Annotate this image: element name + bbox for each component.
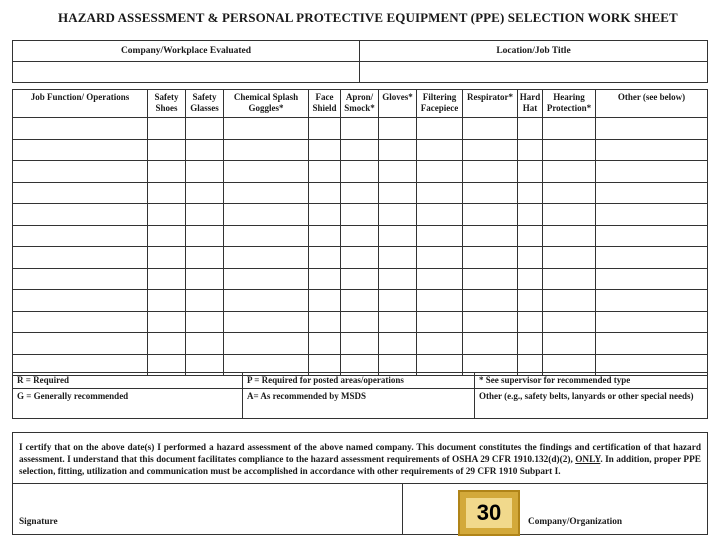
table-cell[interactable]: [309, 204, 341, 226]
table-cell[interactable]: [186, 247, 224, 269]
table-cell[interactable]: [596, 182, 708, 204]
legend-msds: A= As recommended by MSDS: [243, 389, 475, 419]
table-cell[interactable]: [463, 311, 518, 333]
table-cell[interactable]: [463, 139, 518, 161]
table-cell[interactable]: [148, 139, 186, 161]
table-cell[interactable]: [543, 311, 596, 333]
signature-field[interactable]: [13, 484, 403, 535]
table-cell[interactable]: [543, 290, 596, 312]
table-cell[interactable]: [13, 268, 148, 290]
table-cell[interactable]: [463, 161, 518, 183]
table-cell[interactable]: [543, 182, 596, 204]
table-cell[interactable]: [417, 247, 463, 269]
ppe-selection-table: [12, 89, 708, 376]
table-cell[interactable]: [596, 268, 708, 290]
table-cell[interactable]: [13, 247, 148, 269]
table-cell[interactable]: [463, 204, 518, 226]
table-cell[interactable]: [186, 225, 224, 247]
table-cell[interactable]: [379, 161, 417, 183]
table-cell[interactable]: [309, 139, 341, 161]
column-header: Safety Glasses: [186, 90, 224, 118]
location-value-field[interactable]: [360, 62, 708, 83]
table-cell[interactable]: [463, 225, 518, 247]
table-cell[interactable]: [543, 139, 596, 161]
table-cell[interactable]: [417, 204, 463, 226]
table-cell[interactable]: [13, 182, 148, 204]
company-location-header: [12, 40, 708, 83]
table-cell[interactable]: [543, 268, 596, 290]
table-cell[interactable]: [341, 139, 379, 161]
table-cell[interactable]: [309, 118, 341, 140]
table-cell[interactable]: [13, 161, 148, 183]
column-header: Hard Hat: [518, 90, 543, 118]
table-cell[interactable]: [186, 311, 224, 333]
table-cell[interactable]: [379, 118, 417, 140]
certification-text-part2: . In addition, proper PPE selection, fitting, utilization and communication must be accomplished in accordance with other requirements of 29 CFR 1910 Subpart I.: [19, 455, 701, 477]
table-cell[interactable]: [417, 311, 463, 333]
table-cell[interactable]: [186, 161, 224, 183]
table-cell[interactable]: [341, 204, 379, 226]
table-cell[interactable]: [543, 333, 596, 355]
table-cell[interactable]: [186, 268, 224, 290]
table-cell[interactable]: [543, 204, 596, 226]
table-cell[interactable]: [13, 311, 148, 333]
table-row: [13, 118, 708, 140]
table-cell[interactable]: [341, 268, 379, 290]
table-cell[interactable]: [148, 225, 186, 247]
table-cell[interactable]: [417, 182, 463, 204]
table-cell[interactable]: [13, 225, 148, 247]
table-cell[interactable]: [13, 290, 148, 312]
table-cell[interactable]: [518, 247, 543, 269]
table-cell[interactable]: [543, 161, 596, 183]
legend-other: Other (e.g., safety belts, lanyards or other special needs): [475, 389, 708, 419]
table-cell[interactable]: [379, 204, 417, 226]
table-cell[interactable]: [379, 225, 417, 247]
table-cell[interactable]: [596, 225, 708, 247]
table-cell[interactable]: [309, 182, 341, 204]
table-cell[interactable]: [596, 118, 708, 140]
table-cell[interactable]: [596, 290, 708, 312]
table-cell[interactable]: [224, 204, 309, 226]
table-row: [13, 247, 708, 269]
table-cell[interactable]: [463, 247, 518, 269]
table-cell[interactable]: [518, 161, 543, 183]
table-cell[interactable]: [309, 311, 341, 333]
table-cell[interactable]: [596, 333, 708, 355]
table-cell[interactable]: [309, 247, 341, 269]
table-row: [13, 268, 708, 290]
table-cell[interactable]: [224, 311, 309, 333]
table-cell[interactable]: [224, 161, 309, 183]
table-header-row: [13, 90, 708, 118]
column-header: Job Function/ Operations: [13, 90, 148, 118]
table-cell[interactable]: [224, 333, 309, 355]
table-cell[interactable]: [518, 333, 543, 355]
table-row: [13, 225, 708, 247]
table-cell[interactable]: [13, 118, 148, 140]
column-header: Gloves*: [379, 90, 417, 118]
table-cell[interactable]: [13, 204, 148, 226]
legend-supervisor: * See supervisor for recommended type: [475, 373, 708, 389]
table-cell[interactable]: [341, 161, 379, 183]
table-cell[interactable]: [186, 290, 224, 312]
table-cell[interactable]: [417, 333, 463, 355]
table-cell[interactable]: [463, 290, 518, 312]
table-cell[interactable]: [148, 247, 186, 269]
table-cell[interactable]: [148, 161, 186, 183]
table-row: [13, 139, 708, 161]
table-cell[interactable]: [186, 182, 224, 204]
table-cell[interactable]: [148, 290, 186, 312]
column-header: Respirator*: [463, 90, 518, 118]
legend-posted: P = Required for posted areas/operations: [243, 373, 475, 389]
table-cell[interactable]: [148, 311, 186, 333]
company-label: Company/Workplace Evaluated: [13, 41, 360, 62]
table-row: [13, 311, 708, 333]
column-header: Face Shield: [309, 90, 341, 118]
table-cell[interactable]: [148, 204, 186, 226]
table-cell[interactable]: [379, 290, 417, 312]
table-cell[interactable]: [518, 204, 543, 226]
table-cell[interactable]: [309, 333, 341, 355]
column-header: Other (see below): [596, 90, 708, 118]
table-cell[interactable]: [379, 268, 417, 290]
table-cell[interactable]: [417, 225, 463, 247]
table-cell[interactable]: [186, 333, 224, 355]
table-cell[interactable]: [309, 225, 341, 247]
table-row: [13, 182, 708, 204]
table-cell[interactable]: [596, 247, 708, 269]
table-cell[interactable]: [148, 182, 186, 204]
worksheet-title: HAZARD ASSESSMENT & PERSONAL PROTECTIVE EQUIPMENT (PPE) SELECTION WORK SHEET: [58, 10, 678, 25]
table-cell[interactable]: [224, 139, 309, 161]
table-cell[interactable]: [518, 290, 543, 312]
table-cell[interactable]: [417, 290, 463, 312]
table-cell[interactable]: [379, 139, 417, 161]
table-cell[interactable]: [186, 118, 224, 140]
table-cell[interactable]: [148, 118, 186, 140]
signature-label: Signature: [19, 517, 58, 527]
table-cell[interactable]: [379, 182, 417, 204]
column-header: Hearing Protection*: [543, 90, 596, 118]
table-cell[interactable]: [518, 268, 543, 290]
location-label: Location/Job Title: [360, 41, 708, 62]
table-cell[interactable]: [518, 139, 543, 161]
legend-table: [12, 372, 708, 419]
company-organization-label: Company/Organization: [528, 517, 623, 527]
table-cell[interactable]: [379, 311, 417, 333]
table-cell[interactable]: [224, 247, 309, 269]
slide-number: 30: [466, 498, 512, 528]
column-header: Safety Shoes: [148, 90, 186, 118]
company-organization-field[interactable]: [403, 484, 708, 535]
table-cell[interactable]: [13, 139, 148, 161]
table-cell[interactable]: [596, 161, 708, 183]
table-cell[interactable]: [224, 268, 309, 290]
table-cell[interactable]: [518, 118, 543, 140]
table-cell[interactable]: [224, 290, 309, 312]
table-cell[interactable]: [463, 118, 518, 140]
table-cell[interactable]: [224, 225, 309, 247]
table-cell[interactable]: [148, 268, 186, 290]
certification-table: [12, 432, 708, 535]
table-cell[interactable]: [417, 118, 463, 140]
table-cell[interactable]: [596, 204, 708, 226]
table-cell[interactable]: [224, 182, 309, 204]
table-cell[interactable]: [417, 139, 463, 161]
slide-number-badge: [458, 490, 520, 536]
table-cell[interactable]: [309, 290, 341, 312]
column-header: Apron/ Smock*: [341, 90, 379, 118]
table-cell[interactable]: [463, 333, 518, 355]
table-cell[interactable]: [518, 311, 543, 333]
table-cell[interactable]: [341, 225, 379, 247]
legend-required: R = Required: [13, 373, 243, 389]
company-value-field[interactable]: [13, 62, 360, 83]
table-cell[interactable]: [341, 118, 379, 140]
table-cell[interactable]: [518, 182, 543, 204]
table-cell[interactable]: [596, 311, 708, 333]
table-cell[interactable]: [186, 204, 224, 226]
table-cell[interactable]: [543, 225, 596, 247]
table-cell[interactable]: [224, 118, 309, 140]
table-cell[interactable]: [417, 268, 463, 290]
table-cell[interactable]: [596, 139, 708, 161]
certification-statement: [13, 433, 708, 484]
table-cell[interactable]: [543, 118, 596, 140]
table-cell[interactable]: [13, 333, 148, 355]
table-cell[interactable]: [341, 247, 379, 269]
table-cell[interactable]: [186, 139, 224, 161]
column-header: Filtering Facepiece: [417, 90, 463, 118]
table-cell[interactable]: [463, 182, 518, 204]
table-cell[interactable]: [379, 333, 417, 355]
table-cell[interactable]: [543, 247, 596, 269]
column-header: Chemical Splash Goggles*: [224, 90, 309, 118]
table-cell[interactable]: [341, 311, 379, 333]
table-row: [13, 333, 708, 355]
table-row: [13, 161, 708, 183]
table-row: [13, 204, 708, 226]
table-cell[interactable]: [341, 182, 379, 204]
certification-text-part1: I certify that on the above date(s) I performed a hazard assessment of the above named company. This document constitutes the findings and certification of that hazard assessment. I understand that this document facilitates compliance to the hazard assessment requirements of OSHA 29 CFR 1910.132(d)(2),: [19, 443, 701, 465]
table-row: [13, 290, 708, 312]
legend-generally: G = Generally recommended: [13, 389, 243, 419]
table-cell[interactable]: [309, 161, 341, 183]
table-cell[interactable]: [518, 225, 543, 247]
table-cell[interactable]: [379, 247, 417, 269]
table-cell[interactable]: [463, 268, 518, 290]
table-cell[interactable]: [341, 290, 379, 312]
table-cell[interactable]: [309, 268, 341, 290]
table-cell[interactable]: [417, 161, 463, 183]
certification-only: ONLY: [575, 455, 601, 465]
table-cell[interactable]: [341, 333, 379, 355]
table-cell[interactable]: [148, 333, 186, 355]
